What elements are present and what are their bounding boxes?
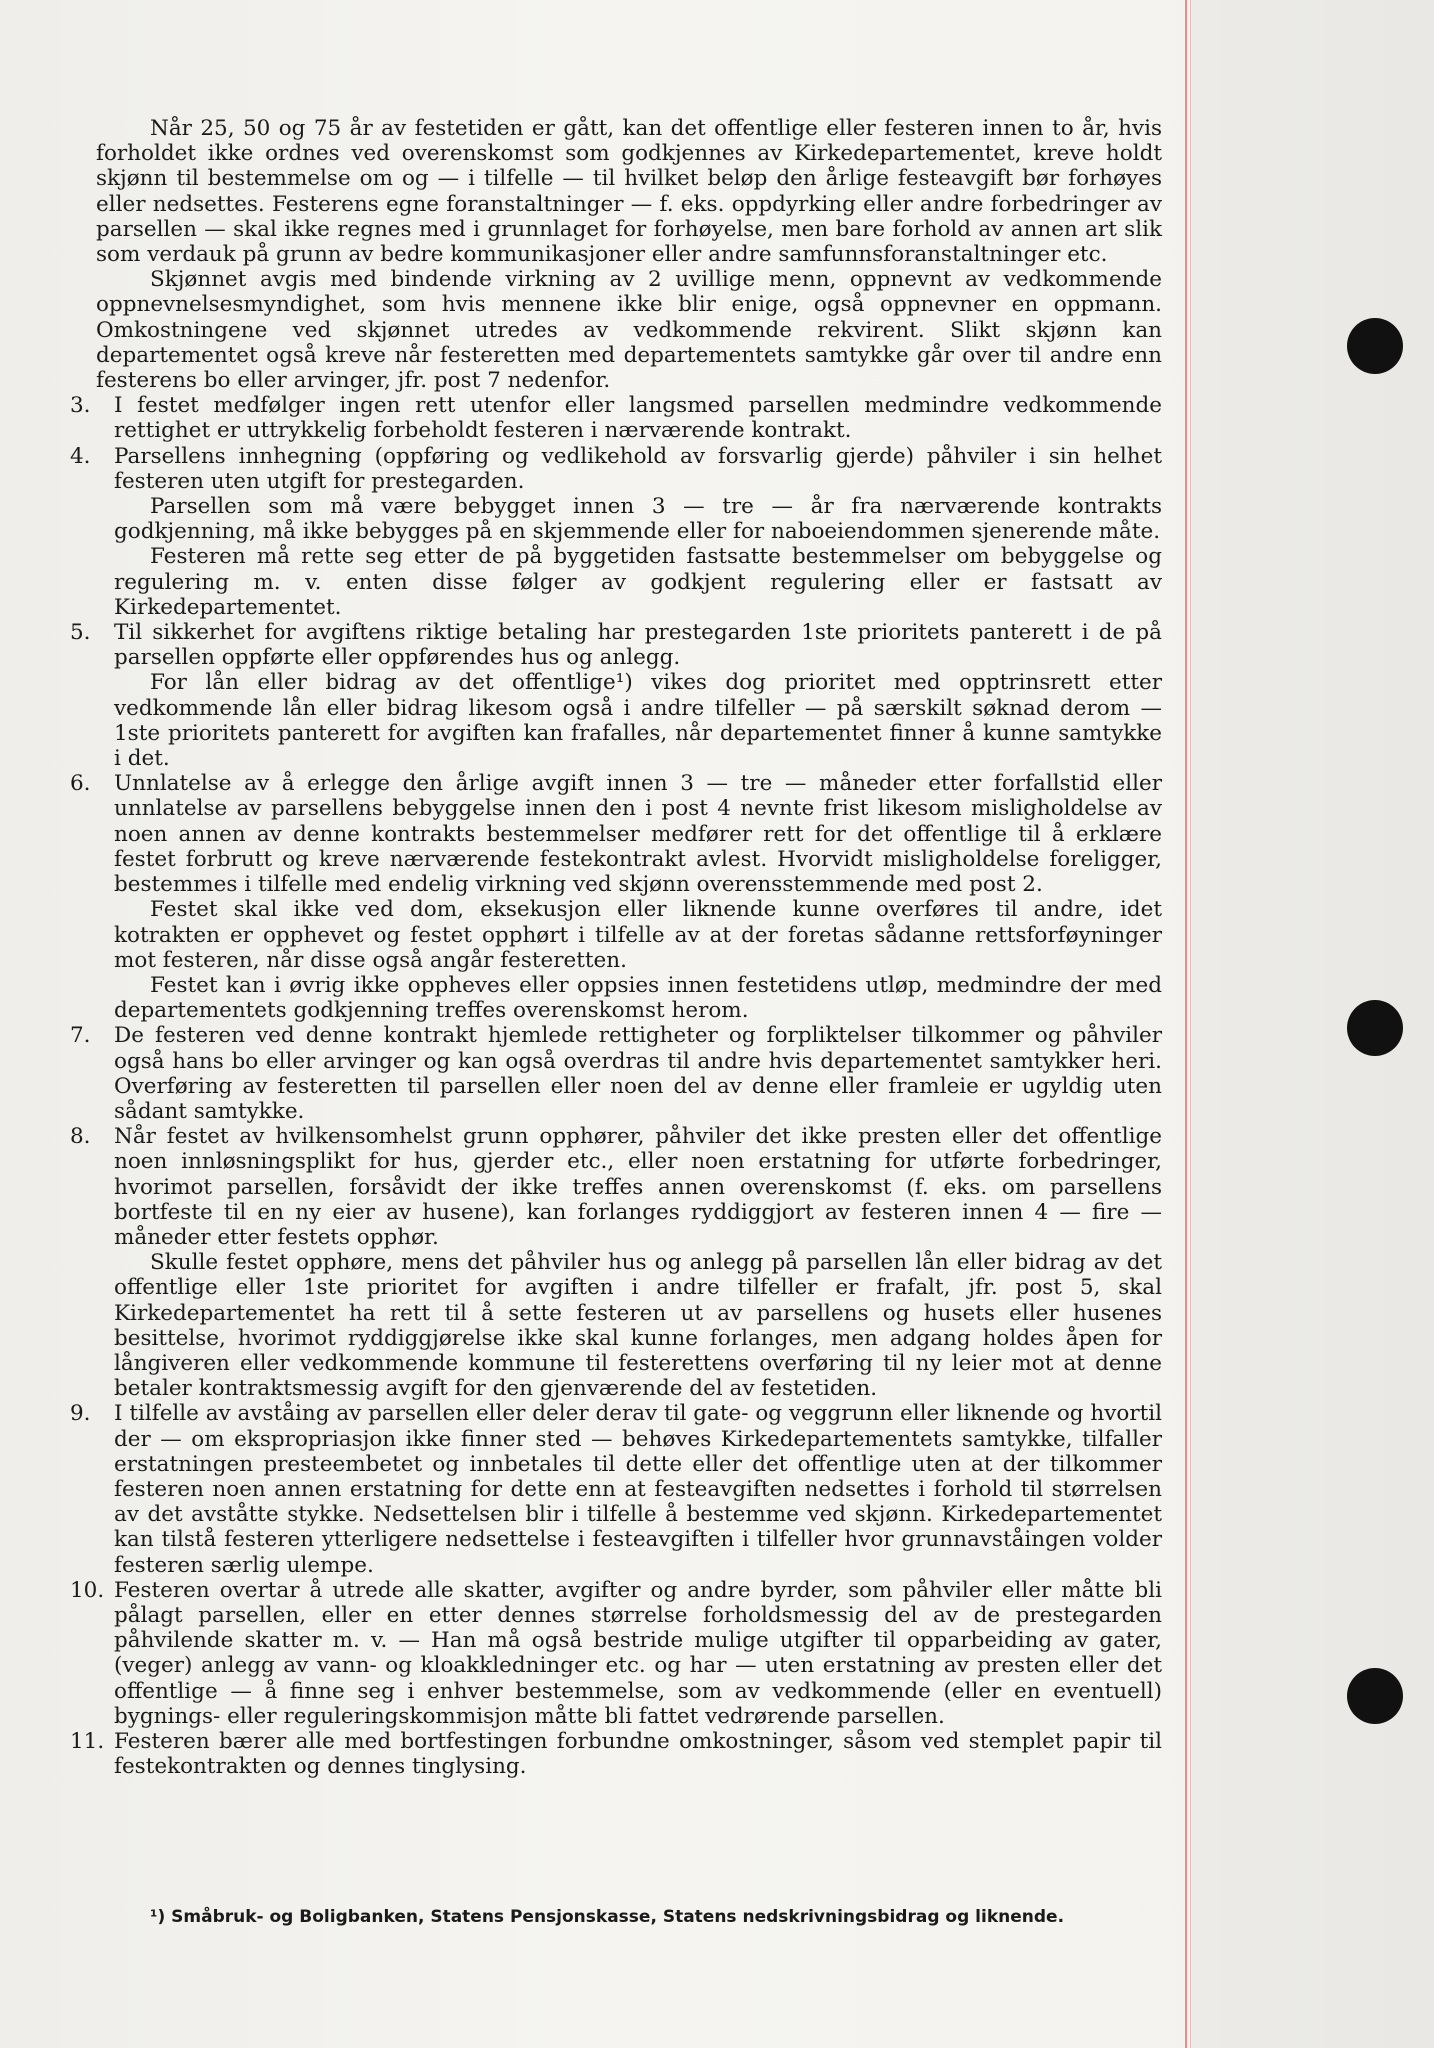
binder-hole-icon [1347,318,1403,374]
clause-number: 6. [70,771,91,797]
clause-text: Festeren bærer alle med bortfestingen forbundne omkostninger, såsom ved stemplet papir til festekontrakten og dennes tinglysing. [114,1729,1162,1780]
clause-number: 9. [70,1401,91,1427]
clause-text: I festet medfølger ingen rett utenfor eller langsmed parsellen medmindre vedkommende rettighet er uttrykkelig forbeholdt festeren i nærværende kontrakt. [114,393,1162,444]
clause-subparagraph: Parsellen som må være bebygget innen 3 — tre — år fra nærværende kontrakts godkjenning, må ikke bebygges på en skjemmende eller for naboeiendommen sjenerende måte. [114,494,1162,545]
red-margin-line [1185,0,1187,2048]
clause-text: Til sikkerhet for avgiftens riktige betaling har prestegarden 1ste prioritets panterett i de på parsellen oppførte eller oppførendes hus og anlegg. [114,620,1162,671]
clause-number: 10. [70,1577,105,1603]
clause-subparagraph: Festet skal ikke ved dom, eksekusjon eller liknende kunne overføres til andre, idet kotrakten er opphevet og festet opphørt i tilfelle av at der foretas sådanne rettsforføyninger mot festeren, når disse også angår festeretten. [114,897,1162,973]
clause-text: Unnlatelse av å erlegge den årlige avgift innen 3 — tre — måneder etter forfallstid eller unnlatelse av parsellens bebyggelse innen den i post 4 nevnte frist likesom misligholdelse av noen annen av denne kontrakts bestemmelser medfører rett for det offentlige til å erklære festet forbrutt og kreve nærværende festekontrakt avlest. Hvorvidt misligholdelse foreligger, bestemmes i tilfelle med endelig virkning ved skjønn overensstemmende med post 2. [114,771,1162,898]
binder-hole-icon [1347,1000,1403,1056]
clause-number: 5. [70,620,91,646]
clause-number: 4. [70,443,91,469]
clause-text: De festeren ved denne kontrakt hjemlede rettigheter og forpliktelser tilkommer og påhviler også hans bo eller arvinger og kan også overdras til andre hvis departementet samtykker heri. Overføring av festeretten til parsellen eller noen del av denne eller framleie er ugyldig uten sådant samtykke. [114,1023,1162,1124]
clause-8 [70,1124,1162,1402]
clause-subparagraph: For lån eller bidrag av det offentlige¹) vikes dog prioritet med opptrinsrett etter vedkommende lån eller bidrag likesom også i andre tilfeller — på særskilt søknad derom — 1ste prioritets panterett for avgiften kan frafalles, når departementet finner å kunne samtykke i det. [114,670,1162,772]
clause-subparagraph: Festet kan i øvrig ikke oppheves eller oppsies innen festetidens utløp, medmindre der med departementets godkjenning treffes overenskomst herom. [114,972,1162,1024]
footnote-marker: ¹) [150,1907,166,1927]
clause-subparagraph: Festeren må rette seg etter de på byggetiden fastsatte bestemmelser om bebyggelse og regulering m. v. enten disse følger av godkjent regulering eller er fastsatt av Kirkedepartementet. [114,544,1162,620]
clause-7 [70,1023,1162,1124]
clause-9 [70,1401,1162,1578]
clause-4 [70,443,1162,620]
clause-11 [70,1729,1162,1780]
intro-paragraph: Når 25, 50 og 75 år av festetiden er gått, kan det offentlige eller festeren innen to år, hvis forholdet ikke ordnes ved overenskomst som godkjennes av Kirkedepartementet, kreve holdt skjønn til bestemmelse om og — i tilfelle — til hvilket beløp den årlige festeavgift bør forhøyes eller nedsettes. Festerens egne foranstaltninger — f. eks. oppdyrking eller andre forbedringer av parsellen — skal ikke regnes med i grunnlaget for forhøyelse, men bare forhold av annen art slik som verdauk på grunn av bedre kommunikasjoner eller andre samfunnsforanstaltninger etc. [96,116,1162,268]
intro-paragraph: Skjønnet avgis med bindende virkning av 2 uvillige menn, oppnevnt av vedkommende oppnevnelsesmyndighet, som hvis mennene ikke blir enige, også oppnevner en oppmann. Omkostningene ved skjønnet utredes av vedkommende rekvirent. Slikt skjønn kan departementet også kreve når festeretten med departementets samtykke går over til andre enn festerens bo eller arvinger, jfr. post 7 nedenfor. [96,267,1162,394]
binder-hole-icon [1347,1668,1403,1724]
clause-subparagraph: Skulle festet opphøre, mens det påhviler hus og anlegg på parsellen lån eller bidrag av det offentlige eller 1ste prioritet for avgiften i andre tilfeller er frafalt, jfr. post 5, skal Kirkedepartementet ha rett til å sette festeren ut av parsellens og husets eller husenes besittelse, hvorimot ryddiggjørelse ikke skal kunne forlanges, men adgang holdes åpen for långiveren eller vedkommende kommune til festerettens overføring til ny leier mot at denne betaler kontraktsmessig avgift for den gjenværende del av festetiden. [114,1250,1162,1402]
clause-number: 8. [70,1124,91,1150]
footnote [150,1906,1160,1928]
contract-body [70,116,1162,1780]
clause-5 [70,620,1162,772]
red-margin-line-shadow [1190,0,1191,2048]
footnote-text: Småbruk- og Boligbanken, Statens Pensjonskasse, Statens nedskrivningsbidrag og liknende. [171,1907,1065,1927]
clause-number: 7. [70,1023,91,1049]
clause-number: 11. [70,1729,105,1754]
clause-text: I tilfelle av avståing av parsellen eller deler derav til gate- og veggrunn eller liknende og hvortil der — om ekspropriasjon ikke finner sted — behøves Kirkedepartementets samtykke, tilfaller erstatningen presteembetet og innbetales til dette eller det offentlige uten at der tilkommer festeren noen annen erstatning for dette enn at festeavgiften nedsettes i forhold til størrelsen av det avståtte stykke. Nedsettelsen blir i tilfelle å bestemme ved skjønn. Kirkedepartementet kan tilstå festeren ytterligere nedsettelse i festeavgiften i tilfeller hvor grunnavståingen volder festeren særlig ulempe. [114,1401,1162,1578]
clause-3 [70,393,1162,444]
clause-number: 3. [70,393,91,419]
clause-6 [70,771,1162,1024]
clause-10 [70,1577,1162,1729]
clause-text: Festeren overtar å utrede alle skatter, avgifter og andre byrder, som påhviler eller måtte bli pålagt parsellen, eller en etter dennes størrelse forholdsmessig del av de prestegarden påhvilende skatter m. v. — Han må også bestride mulige utgifter til opparbeiding av gater, (veger) anlegg av vann- og kloakkledninger etc. og har — uten erstatning av presten eller det offentlige — å finne seg i enhver bestemmelse, som av vedkommende (eller en eventuell) bygnings- eller reguleringskommisjon måtte bli fattet vedrørende parsellen. [114,1577,1162,1729]
clause-text: Når festet av hvilkensomhelst grunn opphører, påhviler det ikke presten eller det offentlige noen innløsningsplikt for hus, gjerder etc., eller noen erstatning for utførte forbedringer, hvorimot parsellen, forsåvidt der ikke treffes annen overenskomst (f. eks. om parsellens bortfeste til en ny eier av husene), kan forlanges ryddiggjort av festeren innen 4 — fire — måneder etter festets opphør. [114,1124,1162,1250]
clause-text: Parsellens innhegning (oppføring og vedlikehold av forsvarlig gjerde) påhviler i sin helhet festeren uten utgift for prestegarden. [114,443,1162,494]
